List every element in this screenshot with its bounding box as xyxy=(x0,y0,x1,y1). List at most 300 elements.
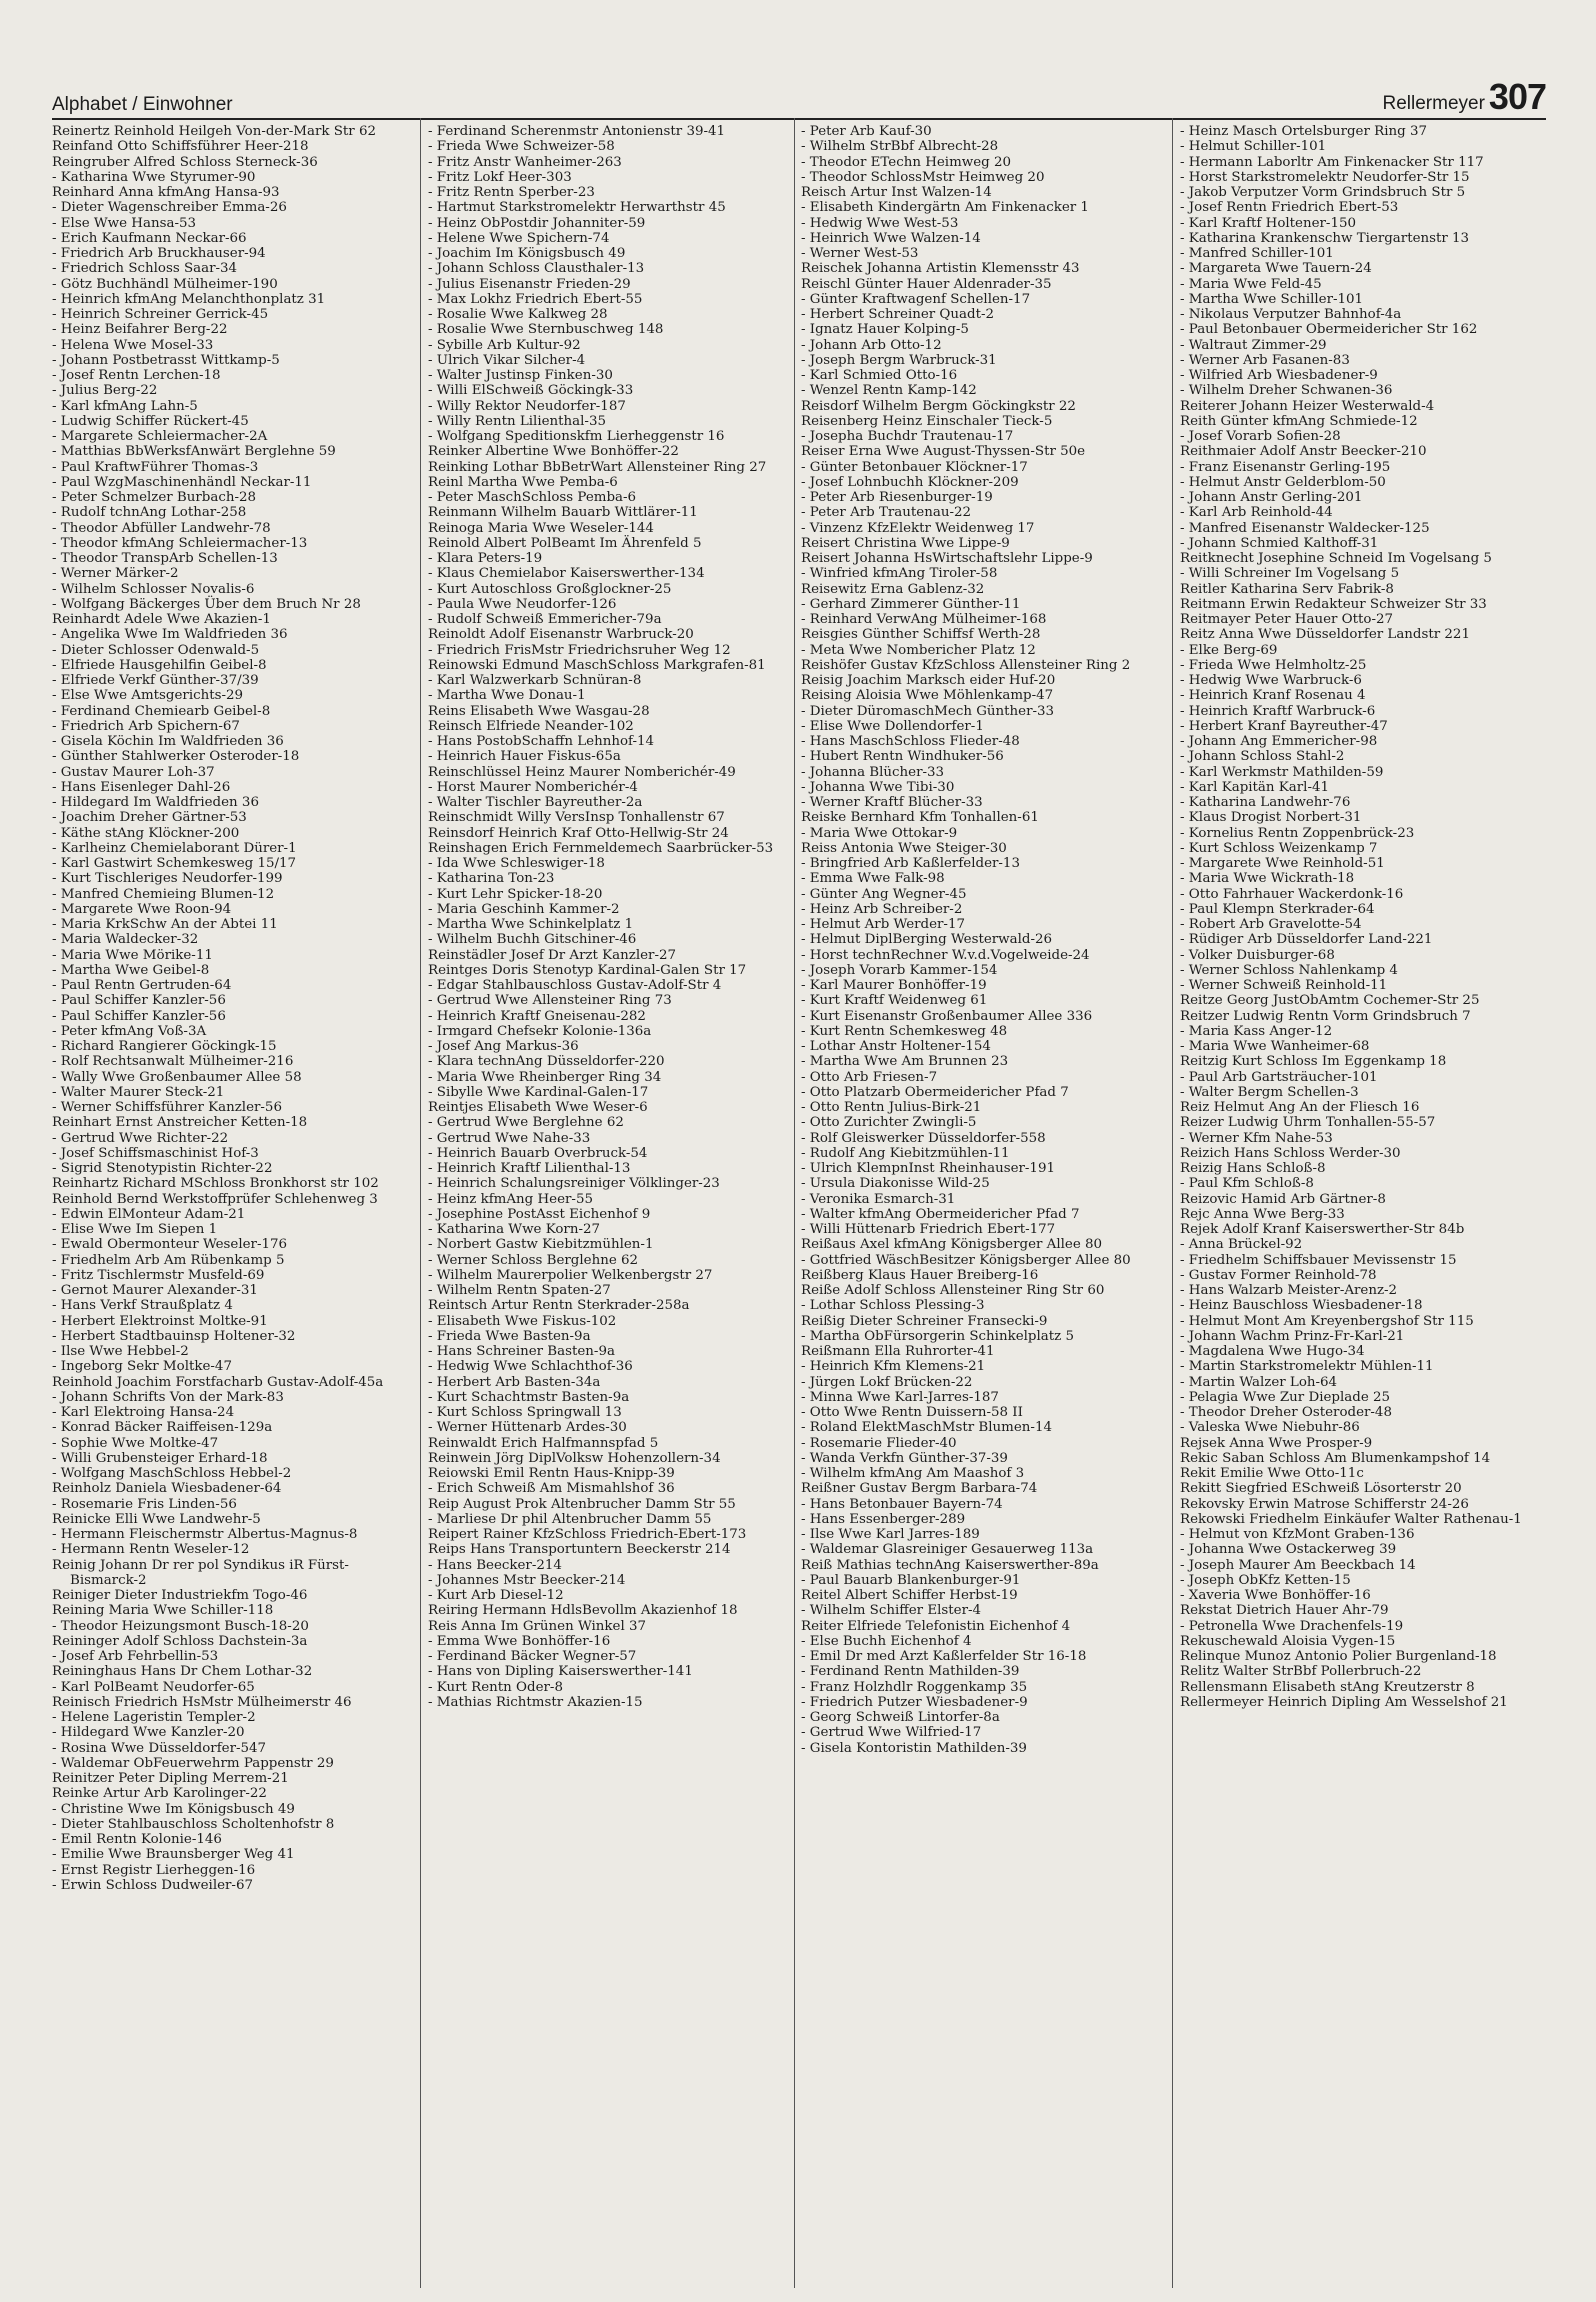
directory-entry: - Werner Schloss Berglehne 62 xyxy=(428,1252,639,1268)
directory-entry: - Erwin Schloss Dudweiler-67 xyxy=(52,1877,253,1893)
directory-entry: Reitmann Erwin Redakteur Schweizer Str 33 xyxy=(1180,596,1487,612)
directory-entry: - Josef Lohnbuchh Klöckner-209 xyxy=(801,474,1019,490)
directory-entry: - Dieter Wagenschreiber Emma-26 xyxy=(52,200,287,216)
directory-entry: - Helene Lageristin Templer-2 xyxy=(52,1710,256,1725)
directory-entry: Reinhart Ernst Anstreicher Ketten-18 xyxy=(52,1115,308,1131)
directory-entry: - Otto Wwe Rentn Duissern-58 II xyxy=(801,1405,1023,1420)
directory-entry: - Heinrich Bauarb Overbruck-54 xyxy=(428,1145,648,1161)
directory-entry: - Katharina Wwe Styrumer-90 xyxy=(52,169,256,185)
directory-entry: Reitzer Ludwig Rentn Vorm Grindsbruch 7 xyxy=(1180,1008,1471,1024)
directory-entry: - Maria Wwe Wanheimer-68 xyxy=(1180,1039,1370,1054)
directory-entry: Reinhard Anna kfmAng Hansa-93 xyxy=(52,185,280,200)
directory-entry: - Veronika Esmarch-31 xyxy=(801,1191,956,1207)
directory-entry: - Margarete Schleiermacher-2A xyxy=(52,429,268,444)
directory-entry: - Werner Märker-2 xyxy=(52,566,179,582)
directory-entry: - Wilhelm StrBbf Albrecht-28 xyxy=(801,139,999,155)
directory-entry: Reißaus Axel kfmAng Königsberger Allee 80 xyxy=(801,1237,1103,1253)
directory-entry: - Peter Arb Riesenburger-19 xyxy=(801,490,993,505)
directory-entry: - Heinrich Schalungsreiniger Völklinger-23 xyxy=(428,1176,720,1192)
directory-entry: - Hans Betonbauer Bayern-74 xyxy=(801,1496,1003,1512)
directory-entry: - Martha Wwe Am Brunnen 23 xyxy=(801,1054,1009,1070)
directory-entry: - Pelagia Wwe Zur Dieplade 25 xyxy=(1180,1389,1391,1405)
directory-entry: Reith Günter kfmAng Schmiede-12 xyxy=(1180,413,1418,429)
directory-entry: - Hans PostobSchaffn Lehnhof-14 xyxy=(428,734,655,749)
directory-entry: - Erich Schweiß Am Mismahlshof 36 xyxy=(428,1481,675,1497)
directory-entry: - Peter MaschSchloss Pemba-6 xyxy=(428,490,637,505)
directory-entry: - Hans Walzarb Meister-Arenz-2 xyxy=(1180,1283,1398,1298)
directory-entry: - Heinrich Kraftf Lilienthal-13 xyxy=(428,1161,631,1176)
directory-entry: - Karl Schmied Otto-16 xyxy=(801,368,958,383)
directory-entry: - Fritz Anstr Wanheimer-263 xyxy=(428,154,622,170)
directory-entry: - Theodor Abfüller Landwehr-78 xyxy=(52,520,271,536)
directory-entry: - Hedwig Wwe Schlachthof-36 xyxy=(428,1359,633,1375)
directory-entry: - Helmut DiplBerging Westerwald-26 xyxy=(801,932,1053,948)
directory-entry: - Emma Wwe Bonhöffer-16 xyxy=(428,1633,611,1649)
directory-entry: - Horst technRechner W.v.d.Vogelweide-24 xyxy=(801,947,1090,963)
directory-entry: - Winfried kfmAng Tiroler-58 xyxy=(801,566,998,582)
directory-entry: - Hermann Rentn Weseler-12 xyxy=(52,1542,250,1558)
directory-entry: - Rudolf Schweiß Emmericher-79a xyxy=(428,612,662,627)
directory-entry: - Gerhard Zimmerer Günther-11 xyxy=(801,596,1021,612)
directory-entry: - Günter Betonbauer Klöckner-17 xyxy=(801,459,1028,475)
directory-entry: - Joseph Bergm Warbruck-31 xyxy=(801,352,997,368)
directory-entry: Reitknecht Josephine Schneid Im Vogelsang 5 xyxy=(1180,551,1492,566)
directory-entry: - Friedrich Schloss Saar-34 xyxy=(52,261,238,277)
directory-entry: - Manfred Chemieing Blumen-12 xyxy=(52,886,275,902)
directory-entry: - Josepha Buchdr Trautenau-17 xyxy=(801,429,1014,444)
directory-entry: - Georg Schweiß Lintorfer-8a xyxy=(801,1710,1000,1725)
directory-entry: - Rosemarie Flieder-40 xyxy=(801,1435,957,1451)
directory-entry: - Hermann Laborltr Am Finkenacker Str 117 xyxy=(1180,154,1484,170)
directory-entry: - Paul Arb Gartsträucher-101 xyxy=(1180,1069,1378,1085)
directory-entry: Reising Aloisia Wwe Möhlenkamp-47 xyxy=(801,688,1054,704)
directory-entry: - Margarete Wwe Reinhold-51 xyxy=(1180,856,1385,871)
directory-entry: - Paul KraftwFührer Thomas-3 xyxy=(52,459,259,475)
directory-entry: - Herbert Kranf Bayreuther-47 xyxy=(1180,718,1388,734)
directory-entry: - Werner Kraftf Blücher-33 xyxy=(801,795,983,810)
directory-entry: Reinfand Otto Schiffsführer Heer-218 xyxy=(52,139,309,155)
directory-entry: - Herbert Schreiner Quadt-2 xyxy=(801,307,995,322)
directory-entry: Reinoga Maria Wwe Weseler-144 xyxy=(428,520,654,536)
directory-entry: - Johann Schloss Clausthaler-13 xyxy=(428,261,645,277)
directory-entry: - Elfriede Verkf Günther-37/39 xyxy=(52,673,259,688)
directory-entry: - Walter kfmAng Obermeidericher Pfad 7 xyxy=(801,1206,1080,1222)
directory-entry: - Ferdinand Scherenmstr Antonienstr 39-41 xyxy=(428,124,726,139)
directory-entry: - Karl Maurer Bonhöffer-19 xyxy=(801,978,987,993)
directory-entry: Reiser Erna Wwe August-Thyssen-Str 50e xyxy=(801,444,1086,460)
directory-entry: Rekuschewald Aloisia Vygen-15 xyxy=(1180,1633,1396,1649)
directory-entry: - Rudolf Ang Kiebitzmühlen-11 xyxy=(801,1145,1010,1161)
directory-entry: - Joachim Dreher Gärtner-53 xyxy=(52,810,247,826)
directory-entry: - Wolfgang Bäckerges Über dem Bruch Nr 28 xyxy=(52,596,361,612)
directory-entry: - Ferdinand Chemiearb Geibel-8 xyxy=(52,703,271,719)
directory-entry: - Werner Schiffsführer Kanzler-56 xyxy=(52,1100,282,1115)
directory-entry: Reischek Johanna Artistin Klemensstr 43 xyxy=(801,261,1080,277)
directory-entry: Reitz Anna Wwe Düsseldorfer Landstr 221 xyxy=(1180,627,1470,643)
directory-entry: - Richard Rangierer Göckingk-15 xyxy=(52,1039,277,1054)
directory-entry: Reipert Rainer KfzSchloss Friedrich-Ebert-173 xyxy=(428,1527,747,1542)
directory-entry: - Christine Wwe Im Königsbusch 49 xyxy=(52,1801,295,1817)
directory-entry: - Herbert Stadtbauinsp Holtener-32 xyxy=(52,1328,296,1344)
directory-entry: - Horst Starkstromelektr Neudorfer-Str 15 xyxy=(1180,169,1470,185)
directory-entry: - Marliese Dr phil Altenbrucher Damm 55 xyxy=(428,1511,712,1527)
directory-entry: - Martin Walzer Loh-64 xyxy=(1180,1374,1338,1390)
directory-entry: - Josef Rentn Lerchen-18 xyxy=(52,368,221,383)
directory-entry: Reisgies Günther Schiffsf Werth-28 xyxy=(801,627,1041,643)
directory-entry: - Hans Verkf Straußplatz 4 xyxy=(52,1298,233,1314)
directory-entry: - Katharina Krankenschw Tiergartenstr 13 xyxy=(1180,230,1470,246)
directory-entry: - Willi Schreiner Im Vogelsang 5 xyxy=(1180,566,1400,582)
directory-entry: - Otto Platzarb Obermeidericher Pfad 7 xyxy=(801,1084,1069,1100)
directory-entry: - Volker Duisburger-68 xyxy=(1180,947,1335,963)
directory-entry: - Elfriede Hausgehilfin Geibel-8 xyxy=(52,657,267,673)
directory-entry: Reininger Adolf Schloss Dachstein-3a xyxy=(52,1633,308,1649)
directory-entry: - Heinrich Wwe Walzen-14 xyxy=(801,230,981,246)
directory-entry: - Franz Holzhdlr Roggenkamp 35 xyxy=(801,1679,1028,1695)
directory-entry: - Klara technAng Düsseldorfer-220 xyxy=(428,1054,665,1070)
directory-entry: - Kornelius Rentn Zoppenbrück-23 xyxy=(1180,825,1415,841)
directory-entry: Reins Elisabeth Wwe Wasgau-28 xyxy=(428,703,650,719)
directory-entry: - Maria Kass Anger-12 xyxy=(1180,1023,1333,1039)
directory-entry: - Heinz kfmAng Heer-55 xyxy=(428,1191,593,1207)
directory-entry: Reinold Albert PolBeamt Im Ährenfeld 5 xyxy=(428,535,702,551)
directory-entry: Relitz Walter StrBbf Pollerbruch-22 xyxy=(1180,1664,1422,1680)
directory-entry: Reisch Artur Inst Walzen-14 xyxy=(801,185,992,200)
directory-entry: - Heinrich Kranf Rosenau 4 xyxy=(1180,688,1366,704)
directory-entry: - Karl Werkmstr Mathilden-59 xyxy=(1180,764,1384,780)
directory-entry: Reisig Joachim Marksch eider Huf-20 xyxy=(801,673,1056,688)
directory-entry: Reinl Martha Wwe Pemba-6 xyxy=(428,474,618,490)
directory-entry: Reinstädler Josef Dr Arzt Kanzler-27 xyxy=(428,947,677,963)
directory-entry: - Wolfgang Speditionskfm Lierheggenstr 16 xyxy=(428,429,725,444)
directory-entry: - Ilse Wwe Hebbel-2 xyxy=(52,1344,189,1359)
directory-entry: - Bringfried Arb Kaßlerfelder-13 xyxy=(801,856,1020,871)
directory-entry: - Martha ObFürsorgerin Schinkelplatz 5 xyxy=(801,1328,1074,1344)
directory-entry: Reizer Ludwig Uhrm Tonhallen-55-57 xyxy=(1180,1115,1436,1131)
directory-entry: - Willy Rentn Lilienthal-35 xyxy=(428,413,606,429)
directory-entry: - Werner Schloss Nahlenkamp 4 xyxy=(1180,962,1398,978)
directory-entry: - Lothar Schloss Plessing-3 xyxy=(801,1298,985,1314)
directory-entry: - Manfred Eisenanstr Waldecker-125 xyxy=(1180,520,1430,536)
directory-entry: - Elisabeth Wwe Fiskus-102 xyxy=(428,1313,617,1329)
directory-entry: - Ewald Obermonteur Weseler-176 xyxy=(52,1237,288,1253)
directory-entry: - Karl Elektroing Hansa-24 xyxy=(52,1405,235,1420)
directory-entry: Reiss Antonia Wwe Steiger-30 xyxy=(801,840,1007,856)
directory-entry: Rekitt Siegfried ESchweiß Lösorterstr 20 xyxy=(1180,1481,1462,1497)
directory-entry: - Götz Buchhändl Mülheimer-190 xyxy=(52,276,278,292)
directory-entry: - Gertrud Wwe Nahe-33 xyxy=(428,1130,591,1146)
directory-entry: - Otto Rentn Julius-Birk-21 xyxy=(801,1100,982,1115)
directory-entry: - Johanna Wwe Tibi-30 xyxy=(801,779,955,795)
directory-entry: - Günter Ang Wegner-45 xyxy=(801,886,967,902)
directory-entry: - Heinz Bauschloss Wiesbadener-18 xyxy=(1180,1298,1423,1314)
directory-column-2 xyxy=(428,124,792,2284)
directory-entry: Reishöfer Gustav KfzSchloss Allensteiner Ring 2 xyxy=(801,657,1131,673)
directory-entry: Reinshagen Erich Fernmeldemech Saarbrücker-53 xyxy=(428,840,774,856)
directory-entry: - Friedhelm Arb Am Rübenkamp 5 xyxy=(52,1252,285,1268)
directory-entry: - Kurt Arb Diesel-12 xyxy=(428,1588,564,1603)
directory-entry: - Maria Wwe Mörike-11 xyxy=(52,947,213,963)
directory-entry: - Maria Wwe Ottokar-9 xyxy=(801,825,958,841)
directory-entry: - Ludwig Schiffer Rückert-45 xyxy=(52,413,249,429)
directory-entry: - Wilfried Arb Wiesbadener-9 xyxy=(1180,368,1378,383)
directory-entry: - Fritz Tischlermstr Musfeld-69 xyxy=(52,1267,265,1283)
directory-entry: Rekovsky Erwin Matrose Schifferstr 24-26 xyxy=(1180,1496,1469,1512)
directory-entry: - Johannes Mstr Beecker-214 xyxy=(428,1572,626,1588)
directory-entry: - Waldemar ObFeuerwehrm Pappenstr 29 xyxy=(52,1755,334,1771)
directory-entry: - Gertrud Wwe Wilfried-17 xyxy=(801,1725,982,1741)
directory-entry: - Walter Justinsp Finken-30 xyxy=(428,368,613,383)
directory-entry: - Rosemarie Fris Linden-56 xyxy=(52,1496,237,1512)
directory-entry: Reithmaier Adolf Anstr Beecker-210 xyxy=(1180,444,1427,460)
directory-entry: - Emil Rentn Kolonie-146 xyxy=(52,1832,222,1847)
directory-entry: - Paul Klempn Sterkrader-64 xyxy=(1180,901,1375,917)
directory-entry: - Anna Brückel-92 xyxy=(1180,1237,1303,1253)
directory-entry: - Kurt Rentn Schemkesweg 48 xyxy=(801,1023,1008,1039)
directory-entry: - Horst Maurer Nomberichér-4 xyxy=(428,779,638,795)
directory-entry: - Fritz Rentn Sperber-23 xyxy=(428,185,595,200)
directory-entry: - Rosina Wwe Düsseldorfer-547 xyxy=(52,1740,267,1756)
directory-entry: Relinque Munoz Antonio Polier Burgenland-18 xyxy=(1180,1649,1497,1664)
directory-entry: - Jakob Verputzer Vorm Grindsbruch Str 5 xyxy=(1180,185,1466,200)
directory-entry: - Rosalie Wwe Sternbuschweg 148 xyxy=(428,322,664,338)
directory-entry: Rekowski Friedhelm Einkäufer Walter Rathenau-1 xyxy=(1180,1511,1522,1527)
directory-entry: Reinhold Joachim Forstfacharb Gustav-Adolf-45a xyxy=(52,1374,384,1390)
directory-entry: - Karl Kraftf Holtener-150 xyxy=(1180,215,1357,231)
directory-entry: Reinhardt Adele Wwe Akazien-1 xyxy=(52,612,271,627)
directory-entry: - Hans Eisenleger Dahl-26 xyxy=(52,779,231,795)
directory-entry: - Willi ElSchweiß Göckingk-33 xyxy=(428,383,634,399)
directory-entry: - Waldemar Glasreiniger Gesauerweg 113a xyxy=(801,1542,1094,1558)
directory-entry: - Elisabeth Kindergärtn Am Finkenacker 1 xyxy=(801,200,1089,216)
directory-entry: - Hubert Rentn Windhuker-56 xyxy=(801,749,1004,765)
directory-entry: - Minna Wwe Karl-Jarres-187 xyxy=(801,1389,999,1405)
directory-entry: - Kurt Tischleriges Neudorfer-199 xyxy=(52,871,283,887)
directory-entry: - Friedrich Arb Spichern-67 xyxy=(52,718,240,734)
directory-entry: Reinke Artur Arb Karolinger-22 xyxy=(52,1786,267,1802)
directory-entry: - Theodor SchlossMstr Heimweg 20 xyxy=(801,169,1045,185)
column-divider xyxy=(1172,118,1173,2288)
directory-entry: - Elise Wwe Dollendorfer-1 xyxy=(801,718,984,734)
directory-entry: - Hans Essenberger-289 xyxy=(801,1511,966,1527)
directory-entry: - Johann Arb Otto-12 xyxy=(801,337,942,353)
directory-entry: Reisert Christina Wwe Lippe-9 xyxy=(801,535,1010,551)
directory-entry: - Heinz Arb Schreiber-2 xyxy=(801,901,963,917)
directory-entry: - Paul Schiffer Kanzler-56 xyxy=(52,993,226,1009)
directory-entry: - Paul Bauarb Blankenburger-91 xyxy=(801,1572,1021,1588)
directory-entry: - Herbert Elektroinst Moltke-91 xyxy=(52,1313,268,1329)
header-right xyxy=(1383,76,1547,118)
directory-entry: - Kurt Schachtmstr Basten-9a xyxy=(428,1389,630,1405)
directory-entry: Reiß Mathias technAng Kaiserswerther-89a xyxy=(801,1557,1099,1573)
directory-entry: - Martin Starkstromelektr Mühlen-11 xyxy=(1180,1359,1434,1375)
directory-entry: - Maria Wwe Feld-45 xyxy=(1180,276,1322,292)
directory-entry: - Emilie Wwe Braunsberger Weg 41 xyxy=(52,1847,295,1863)
directory-entry: - Karl PolBeamt Neudorfer-65 xyxy=(52,1679,255,1695)
directory-entry: - Heinz Beifahrer Berg-22 xyxy=(52,322,228,338)
directory-entry: - Gottfried WäschBesitzer Königsberger Allee 80 xyxy=(801,1252,1131,1268)
directory-entry: - Käthe stAng Klöckner-200 xyxy=(52,825,240,841)
directory-entry: - Walter Maurer Steck-21 xyxy=(52,1084,225,1100)
directory-entry: - Dieter Stahlbauschloss Scholtenhofstr 8 xyxy=(52,1816,335,1832)
directory-entry: - Karl kfmAng Lahn-5 xyxy=(52,398,198,414)
column-divider xyxy=(794,118,795,2288)
directory-entry: Reinhartz Richard MSchloss Bronkhorst str 102 xyxy=(52,1176,379,1192)
column-divider xyxy=(420,118,421,2288)
directory-entry: - Theodor kfmAng Schleiermacher-13 xyxy=(52,535,308,551)
directory-entry: - Kurt Lehr Spicker-18-20 xyxy=(428,886,603,902)
directory-entry: - Herbert Arb Basten-34a xyxy=(428,1374,601,1390)
directory-entry: - Johanna Blücher-33 xyxy=(801,764,945,780)
directory-entry: Reintsch Artur Rentn Sterkrader-258a xyxy=(428,1298,690,1314)
directory-entry: - Günter Kraftwagenf Schellen-17 xyxy=(801,291,1031,307)
directory-entry: - Dieter Schlosser Odenwald-5 xyxy=(52,642,260,658)
directory-entry: - Else Wwe Amtsgerichts-29 xyxy=(52,688,244,704)
directory-entry: - Klaus Chemielabor Kaiserswerther-134 xyxy=(428,566,705,582)
directory-entry: - Maria Geschinh Kammer-2 xyxy=(428,901,620,917)
directory-entry: - Else Buchh Eichenhof 4 xyxy=(801,1633,972,1649)
directory-entry: - Günther Stahlwerker Osteroder-18 xyxy=(52,749,300,765)
directory-entry: - Hedwig Wwe Warbruck-6 xyxy=(1180,673,1362,688)
directory-entry: - Gustav Former Reinhold-78 xyxy=(1180,1267,1377,1283)
directory-entry: Reiterer Johann Heizer Westerwald-4 xyxy=(1180,398,1435,414)
directory-entry: Reitler Katharina Serv Fabrik-8 xyxy=(1180,581,1394,597)
directory-entry: - Helmut Mont Am Kreyenbergshof Str 115 xyxy=(1180,1313,1474,1329)
directory-entry: - Johann Schloss Stahl-2 xyxy=(1180,749,1345,765)
directory-entry: - Edgar Stahlbauschloss Gustav-Adolf-Str 4 xyxy=(428,978,722,993)
directory-entry: Reis Anna Im Grünen Winkel 37 xyxy=(428,1618,647,1634)
directory-entry: - Sophie Wwe Moltke-47 xyxy=(52,1435,219,1451)
directory-entry: Reip August Prok Altenbrucher Damm Str 55 xyxy=(428,1496,736,1512)
directory-entry: - Rudolf tchnAng Lothar-258 xyxy=(52,505,247,521)
directory-entry: - Heinrich Kfm Klemens-21 xyxy=(801,1359,986,1375)
directory-entry: - Heinrich Hauer Fiskus-65a xyxy=(428,749,621,765)
directory-entry: - Karl Arb Reinhold-44 xyxy=(1180,505,1333,521)
directory-entry: Reiter Elfriede Telefonistin Eichenhof 4 xyxy=(801,1618,1071,1634)
directory-entry: - Angelika Wwe Im Waldfrieden 36 xyxy=(52,627,288,643)
directory-entry: Reinisch Friedrich HsMstr Mülheimerstr 46 xyxy=(52,1694,352,1710)
directory-entry: - Ursula Diakonisse Wild-25 xyxy=(801,1176,990,1192)
directory-entry: - Klara Peters-19 xyxy=(428,551,543,566)
directory-entry: - Emma Wwe Falk-98 xyxy=(801,871,945,887)
directory-entry: - Mathias Richtmstr Akazien-15 xyxy=(428,1694,643,1710)
directory-entry: - Helmut Anstr Gelderblom-50 xyxy=(1180,474,1386,490)
directory-entry: - Hedwig Wwe West-53 xyxy=(801,215,959,231)
directory-entry: - Maria Waldecker-32 xyxy=(52,932,199,948)
directory-entry: Reinschlüssel Heinz Maurer Nomberichér-49 xyxy=(428,764,736,780)
directory-entry: Reinhold Bernd Werkstoffprüfer Schlehenweg 3 xyxy=(52,1191,378,1207)
directory-entry: Reisert Johanna HsWirtschaftslehr Lippe-9 xyxy=(801,551,1093,566)
directory-entry: - Sigrid Stenotypistin Richter-22 xyxy=(52,1161,273,1176)
directory-entry: - Wilhelm kfmAng Am Maashof 3 xyxy=(801,1466,1025,1481)
directory-entry: - Heinz Masch Ortelsburger Ring 37 xyxy=(1180,124,1427,139)
directory-entry: - Kurt Schloss Weizenkamp 7 xyxy=(1180,840,1378,856)
directory-entry: - Johann Schmied Kalthoff-31 xyxy=(1180,535,1379,551)
directory-entry: Reinicke Elli Wwe Landwehr-5 xyxy=(52,1511,261,1527)
directory-entry: - Meta Wwe Nombericher Platz 12 xyxy=(801,642,1036,658)
directory-entry: - Theodor Dreher Osteroder-48 xyxy=(1180,1405,1392,1420)
directory-entry: - Martha Wwe Schinkelplatz 1 xyxy=(428,917,634,932)
directory-entry: - Johann Anstr Gerling-201 xyxy=(1180,490,1363,505)
directory-entry: - Frieda Wwe Schweizer-58 xyxy=(428,139,615,155)
directory-entry: - Otto Fahrhauer Wackerdonk-16 xyxy=(1180,886,1404,902)
directory-entry: - Rolf Gleiswerker Düsseldorfer-558 xyxy=(801,1130,1046,1146)
directory-entry: - Theodor ETechn Heimweg 20 xyxy=(801,154,1012,170)
directory-entry: Reißner Gustav Bergm Barbara-74 xyxy=(801,1481,1038,1497)
directory-entry: - Ulrich Vikar Silcher-4 xyxy=(428,352,586,368)
directory-entry: - Hartmut Starkstromelektr Herwarthstr 45 xyxy=(428,200,726,216)
directory-entry: - Gertrud Wwe Berglehne 62 xyxy=(428,1115,624,1131)
directory-entry: - Petronella Wwe Drachenfels-19 xyxy=(1180,1618,1404,1634)
directory-entry: - Margareta Wwe Tauern-24 xyxy=(1180,261,1372,277)
directory-entry: - Werner Schweiß Reinhold-11 xyxy=(1180,978,1388,993)
directory-entry: - Josef Arb Fehrbellin-53 xyxy=(52,1649,219,1664)
directory-entry: - Karl Kapitän Karl-41 xyxy=(1180,779,1330,795)
directory-entry: - Wilhelm Dreher Schwanen-36 xyxy=(1180,383,1393,399)
directory-entry: - Magdalena Wwe Hugo-34 xyxy=(1180,1344,1365,1359)
directory-entry: - Paula Wwe Neudorfer-126 xyxy=(428,596,617,612)
directory-entry: Reitzig Kurt Schloss Im Eggenkamp 18 xyxy=(1180,1054,1447,1070)
directory-entry: - Erich Kaufmann Neckar-66 xyxy=(52,230,247,246)
directory-entry: - Johanna Wwe Ostackerweg 39 xyxy=(1180,1542,1397,1558)
directory-entry: - Ferdinand Rentn Mathilden-39 xyxy=(801,1664,1020,1680)
directory-entry: - Fritz Lokf Heer-303 xyxy=(428,169,572,185)
directory-entry: - Frieda Wwe Basten-9a xyxy=(428,1328,591,1344)
directory-entry: Reinoldt Adolf Eisenanstr Warbruck-20 xyxy=(428,627,694,643)
directory-entry: - Hans MaschSchloss Flieder-48 xyxy=(801,734,1020,749)
directory-entry: - Vinzenz KfzElektr Weidenweg 17 xyxy=(801,520,1035,536)
directory-entry: - Emil Dr med Arzt Kaßlerfelder Str 16-18 xyxy=(801,1649,1087,1664)
directory-entry: - Karl Walzwerkarb Schnüran-8 xyxy=(428,673,642,688)
directory-entry: - Wally Wwe Großenbaumer Allee 58 xyxy=(52,1069,302,1085)
page-header xyxy=(52,78,1546,120)
directory-entry: Reinholz Daniela Wiesbadener-64 xyxy=(52,1481,282,1497)
directory-entry: - Theodor TranspArb Schellen-13 xyxy=(52,551,278,566)
directory-entry: Reißig Dieter Schreiner Fransecki-9 xyxy=(801,1313,1048,1329)
directory-entry: - Martha Wwe Donau-1 xyxy=(428,688,586,704)
directory-entry: Reißmann Ella Ruhrorter-41 xyxy=(801,1344,995,1359)
directory-entry: - Konrad Bäcker Raiffeisen-129a xyxy=(52,1420,273,1436)
directory-entry: Rekic Saban Schloss Am Blumenkampshof 14 xyxy=(1180,1450,1491,1466)
directory-entry: - Jürgen Lokf Brücken-22 xyxy=(801,1374,973,1390)
directory-entry: - Margarete Wwe Roon-94 xyxy=(52,901,232,917)
directory-entry: - Otto Zurichter Zwingli-5 xyxy=(801,1115,977,1131)
directory-entry: Reisewitz Erna Gablenz-32 xyxy=(801,581,985,597)
directory-entry: Reinker Albertine Wwe Bonhöffer-22 xyxy=(428,444,679,460)
directory-entry: - Wilhelm Schiffer Elster-4 xyxy=(801,1603,982,1619)
directory-entry: - Hildegard Wwe Kanzler-20 xyxy=(52,1725,245,1741)
directory-entry: - Heinrich Kraftf Gneisenau-282 xyxy=(428,1008,646,1024)
directory-entry: - Wilhelm Schlosser Novalis-6 xyxy=(52,581,255,597)
directory-entry: - Julius Berg-22 xyxy=(52,383,158,399)
directory-entry: - Johann Schrifts Von der Mark-83 xyxy=(52,1389,284,1405)
directory-entry: - Willy Rektor Neudorfer-187 xyxy=(428,398,626,414)
directory-entry: Reining Maria Wwe Schiller-118 xyxy=(52,1603,274,1619)
directory-entry: - Martha Wwe Schiller-101 xyxy=(1180,291,1364,307)
directory-entry: - Karl Gastwirt Schemkesweg 15/17 xyxy=(52,856,297,871)
directory-entry: - Ingeborg Sekr Moltke-47 xyxy=(52,1359,232,1375)
directory-entry: - Wilhelm Buchh Gitschiner-46 xyxy=(428,932,637,948)
directory-entry: - Paul Betonbauer Obermeidericher Str 162 xyxy=(1180,322,1478,338)
directory-entry: - Friedrich Putzer Wiesbadener-9 xyxy=(801,1694,1028,1710)
directory-entry: - Franz Eisenanstr Gerling-195 xyxy=(1180,459,1391,475)
directory-entry: - Peter Arb Kauf-30 xyxy=(801,124,932,139)
directory-entry: Reitmayer Peter Hauer Otto-27 xyxy=(1180,612,1394,627)
directory-entry: Reinschmidt Willy VersInsp Tonhallenstr 67 xyxy=(428,810,725,826)
directory-entry: - Helene Wwe Spichern-74 xyxy=(428,230,610,246)
directory-entry: - Robert Arb Gravelotte-54 xyxy=(1180,917,1362,932)
directory-entry: - Hans Schreiner Basten-9a xyxy=(428,1344,615,1359)
